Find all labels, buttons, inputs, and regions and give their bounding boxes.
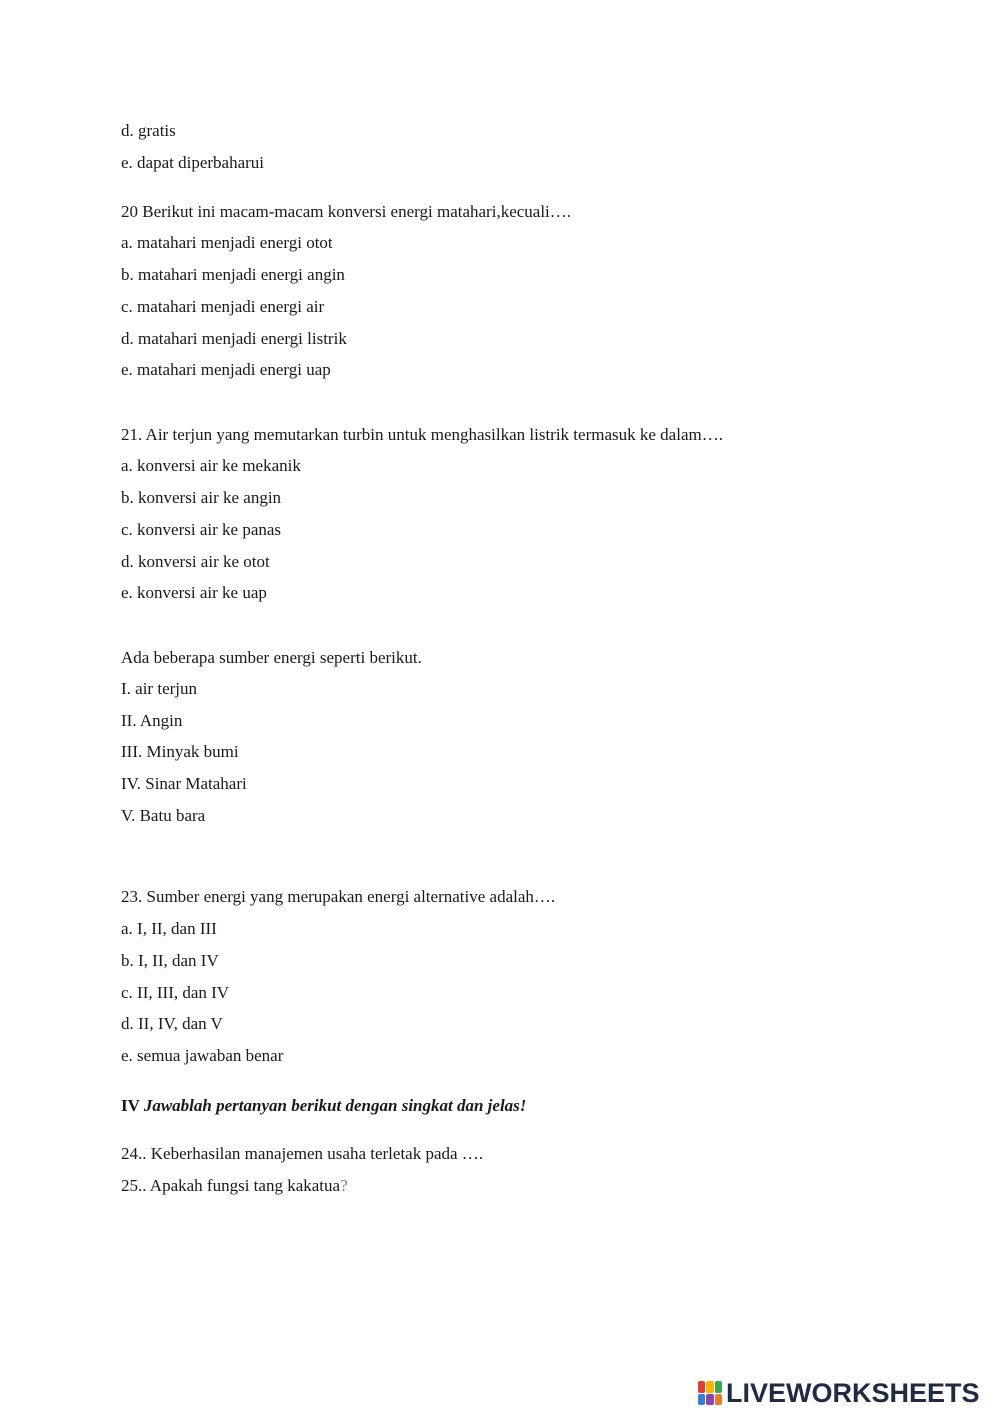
logo-text: LIVEWORKSHEETS (726, 1377, 980, 1408)
answer-option: a. konversi air ke mekanik (121, 456, 301, 475)
question-25 (121, 1176, 348, 1196)
logo-block (715, 1394, 722, 1406)
answer-option: e. konversi air ke uap (121, 583, 267, 602)
answer-option: b. konversi air ke angin (121, 488, 282, 507)
logo-block (698, 1394, 705, 1406)
answer-option: e. matahari menjadi energi uap (121, 360, 331, 379)
logo-block (715, 1381, 722, 1393)
energy-source-item: IV. Sinar Matahari (121, 774, 247, 793)
answer-option: d. matahari menjadi energi listrik (121, 329, 347, 348)
question-25-text: 25.. Apakah fungsi tang kakatua (121, 1176, 341, 1195)
logo-block (706, 1394, 713, 1406)
energy-source-item: II. Angin (121, 711, 183, 730)
section-iv-heading (121, 1096, 526, 1116)
question-24: 24.. Keberhasilan manajemen usaha terletak pada …. (121, 1144, 484, 1163)
logo-mark-icon (698, 1381, 722, 1405)
logo-block (706, 1381, 713, 1393)
question-mark: ? (340, 1176, 348, 1195)
answer-option: d. gratis (121, 121, 176, 140)
answer-option: c. konversi air ke panas (121, 520, 282, 539)
question-20: 20 Berikut ini macam-macam konversi energi matahari,kecuali…. (121, 202, 572, 221)
answer-option: c. II, III, dan IV (121, 983, 230, 1002)
energy-source-item: V. Batu bara (121, 806, 206, 825)
energy-source-item: I. air terjun (121, 679, 197, 698)
answer-option: d. II, IV, dan V (121, 1014, 223, 1033)
liveworksheets-logo (698, 1377, 980, 1409)
answer-option: c. matahari menjadi energi air (121, 297, 325, 316)
logo-block (698, 1381, 705, 1393)
answer-option: a. I, II, dan III (121, 919, 217, 938)
question-21: 21. Air terjun yang memutarkan turbin untuk menghasilkan listrik termasuk ke dalam…. (121, 425, 723, 444)
question-23: 23. Sumber energi yang merupakan energi alternative adalah…. (121, 887, 556, 906)
answer-option: a. matahari menjadi energi otot (121, 233, 333, 252)
energy-sources-intro: Ada beberapa sumber energi seperti berikut. (121, 648, 422, 667)
answer-option: b. I, II, dan IV (121, 951, 219, 970)
answer-option: b. matahari menjadi energi angin (121, 265, 345, 284)
section-instruction: Jawablah pertanyan berikut dengan singkat dan jelas! (143, 1096, 527, 1115)
energy-source-item: III. Minyak bumi (121, 742, 239, 761)
answer-option: e. semua jawaban benar (121, 1046, 284, 1065)
answer-option: d. konversi air ke otot (121, 552, 270, 571)
section-number: IV (121, 1096, 140, 1115)
answer-option: e. dapat diperbaharui (121, 153, 265, 172)
